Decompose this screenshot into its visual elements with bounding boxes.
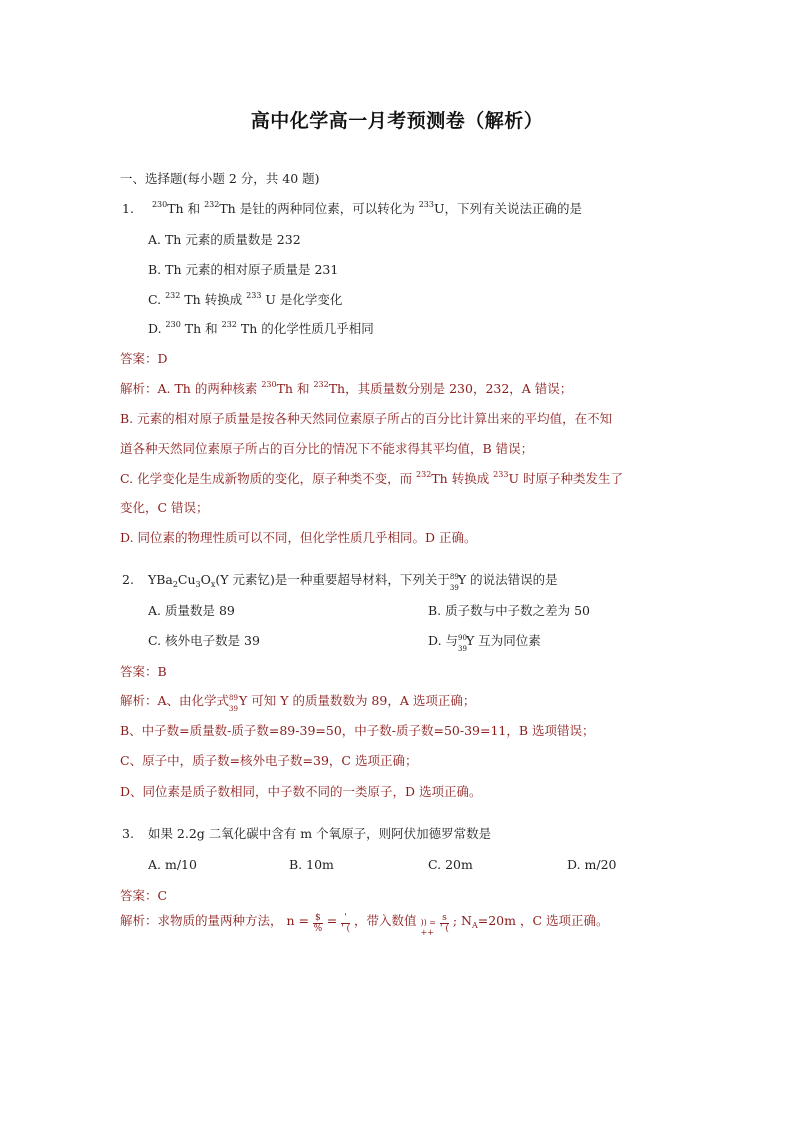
option-b: B. Th 元素的相对原子质量是 231 xyxy=(148,262,339,277)
fraction: $\frac{s}{' (}$ xyxy=(440,913,449,934)
explanation-line: D. 同位素的物理性质可以不同，但化学性质几乎相同。D 正确。 xyxy=(120,530,477,545)
option-c: C. 核外电子数是 39 xyxy=(148,633,260,648)
option-d: D. $^{230}$ Th 和 $^{232}$ Th 的化学性质几乎相同 xyxy=(148,320,374,336)
question-number: 1. xyxy=(122,201,134,216)
option-a: A. m/10 xyxy=(148,857,197,872)
nuclide-notation: 89 39 xyxy=(449,573,459,592)
option-c: C. $^{232}$ Th 转换成 $^{233}$ U 是化学变化 xyxy=(148,291,343,307)
question-number: 2. xyxy=(122,572,134,587)
answer-label: 答案：C xyxy=(120,888,168,903)
explanation-line: C. 化学变化是生成新物质的变化，原子种类不变，而 $^{232}$Th 转换成 $^{233}$U 时原子种类发生了 xyxy=(120,470,623,486)
question-1-stem: 1. $^{230}$Th 和 $^{232}$Th 是钍的两种同位素，可以转化为 $^{233}$U，下列有关说法正确的是 xyxy=(122,200,583,216)
question-3-stem: 3. 如果 2.2g 二氧化碳中含有 m 个氧原子，则阿伏加德罗常数是 xyxy=(122,826,492,841)
question-2-stem: 2. $YBa_2Cu_3O_x(Y$ 元素钇)是一种重要超导材料，下列关于 89 39 Y 的说法错误的是 xyxy=(122,572,558,592)
answer-label: 答案：B xyxy=(120,664,167,679)
explanation-line: 解析：A、由化学式 89 39 Y 可知 Y 的质量数数为 89，A 选项正确； xyxy=(120,693,476,713)
fraction: $\frac{\$}{\%}$ xyxy=(313,913,323,934)
nuclide-notation: 89 39 xyxy=(229,694,238,713)
explanation-line: 解析：A. Th 的两种核素 $^{230}$Th 和 $^{232}$Th，其质量数分别是 230，232，A 错误； xyxy=(120,380,573,396)
fraction: $\frac{'}{' (}$ xyxy=(341,913,351,934)
option-a: A. 质量数是 89 xyxy=(148,603,235,618)
explanation-line: 解析：求物质的量两种方法， n = $\frac{\$}{\%}$ = $\frac{'}{' (}$ ，带入数值 )) = ++ $\frac{s}{' (}$ ; $N_A=20m$ ，C 选项正确。 xyxy=(120,913,609,937)
section-heading: 一、选择题(每小题 2 分，共 40 题) xyxy=(120,171,320,186)
explanation-line: 变化，C 错误； xyxy=(120,500,209,515)
explanation-line: B. 元素的相对原子质量是按各种天然同位素原子所占的百分比计算出来的平均值，在不知 xyxy=(120,411,613,426)
explanation-line: B、中子数=质量数-质子数=89-39=50，中子数-质子数=50-39=11，B 选项错误； xyxy=(120,723,595,738)
page-title: 高中化学高一月考预测卷（解析） xyxy=(250,110,544,132)
option-c: C. 20m xyxy=(428,857,473,872)
explanation-line: 道各种天然同位素原子所占的百分比的情况下不能求得其平均值，B 错误； xyxy=(120,441,534,456)
explanation-line: C、原子中，质子数=核外电子数=39，C 选项正确； xyxy=(120,753,418,768)
option-d: D. m/20 xyxy=(567,857,617,872)
option-a: A. Th 元素的质量数是 232 xyxy=(148,232,301,247)
formula-n: n = xyxy=(286,913,309,928)
option-b: B. 10m xyxy=(289,857,334,872)
explanation-line: D、同位素是质子数相同，中子数不同的一类原子，D 选项正确。 xyxy=(120,784,482,799)
option-b: B. 质子数与中子数之差为 50 xyxy=(428,603,591,618)
option-d: D. 与 90 39 Y 互为同位素 xyxy=(428,633,541,653)
answer-label: 答案：D xyxy=(120,351,168,366)
question-number: 3. xyxy=(122,826,134,841)
nuclide-notation: 90 39 xyxy=(458,634,467,653)
